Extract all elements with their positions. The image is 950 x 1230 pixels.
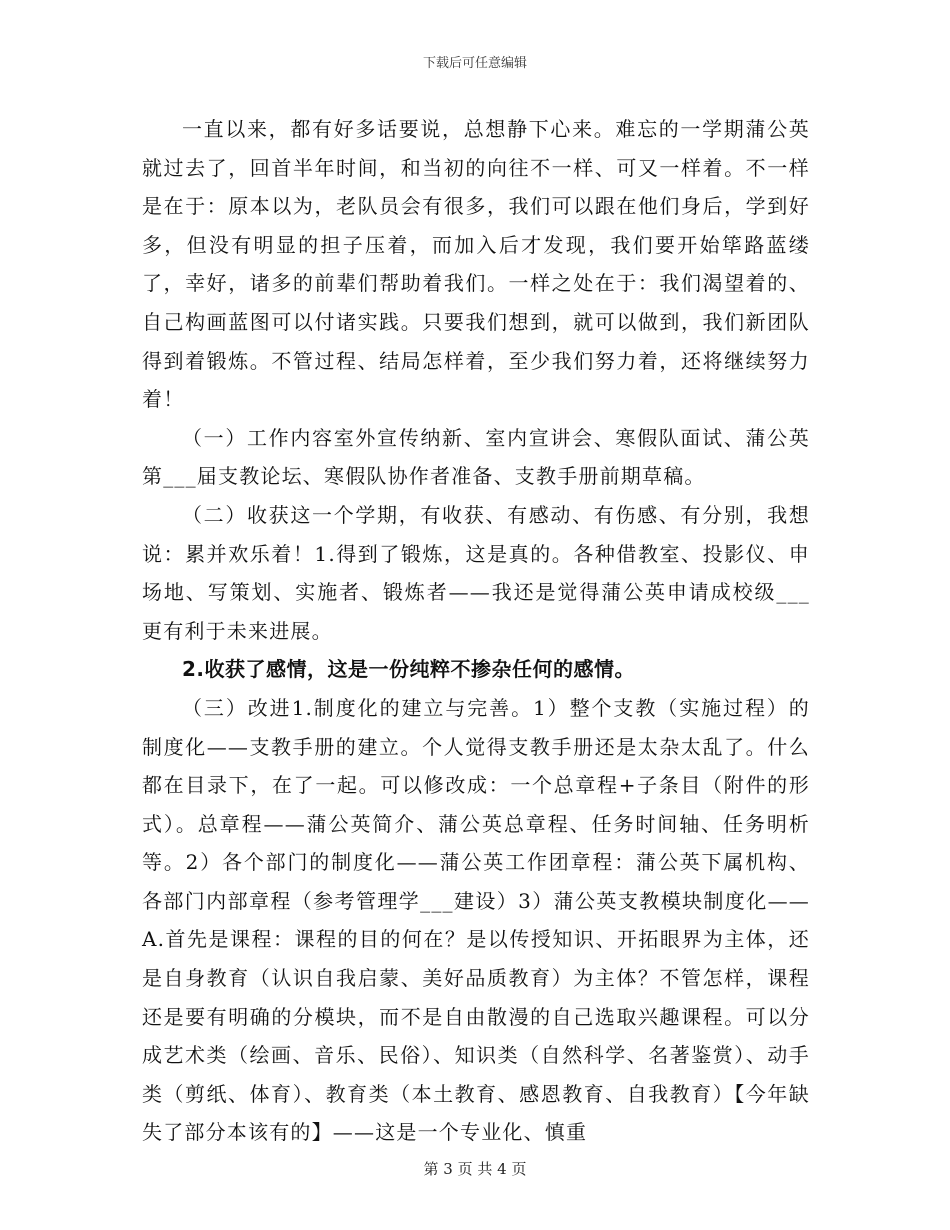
page-number-footer: 第 3 页 共 4 页 (423, 1160, 527, 1178)
document-body (142, 110, 810, 1152)
paragraph-intro: 一直以来，都有好多话要说，总想静下心来。难忘的一学期蒲公英就过去了，回首半年时间，和当初的向往不一样、可又一样着。不一样是在于：原本以为，老队员会有很多，我们可以跟在他们身后，学到好多，但没有明显的担子压着，而加入后才发现，我们要开始筚路蓝缕了，幸好，诸多的前辈们帮助着我们。一样之处在于：我们渴望着的、自己构画蓝图可以付诸实践。只要我们想到，就可以做到，我们新团队得到着锻炼。不管过程、结局怎样着，至少我们努力着，还将继续努力着！ (142, 117, 810, 412)
paragraph-work-content: （一）工作内容室外宣传纳新、室内宣讲会、寒假队面试、蒲公英第___届支教论坛、寒假队协作者准备、支教手册前期草稿。 (142, 425, 810, 489)
paragraph-gains: （二）收获这一个学期，有收获、有感动、有伤感、有分别，我想说：累并欢乐着！1.得到了锻炼，这是真的。各种借教室、投影仪、申场地、写策划、实施者、锻炼者——我还是觉得蒲公英申请成校级___更有利于未来进展。 (142, 502, 810, 643)
page-header: 下载后可任意编辑 (422, 56, 527, 71)
paragraph-gains-emotion: 2.收获了感情，这是一份纯粹不掺杂任何的感情。 (182, 657, 636, 682)
paragraph-improvements: （三）改进1.制度化的建立与完善。1）整个支教（实施过程）的制度化——支教手册的建立。个人觉得支教手册还是太杂太乱了。什么都在目录下，在了一起。可以修改成：一个总章程+子条目（附件的形式）。总章程——蒲公英简介、蒲公英总章程、任务时间轴、任务明析等。2）各个部门的制度化——蒲公英工作团章程：蒲公英下属机构、各部门内部章程（参考管理学___建设）3）蒲公英支教模块制度化——A.首先是课程：课程的目的何在？是以传授知识、开拓眼界为主体，还是自身教育（认识自我启蒙、美好品质教育）为主体？不管怎样，课程还是要有明确的分模块，而不是自由散漫的自己选取兴趣课程。可以分成艺术类（绘画、音乐、民俗）、知识类（自然科学、名著鉴赏）、动手类（剪纸、体育）、教育类（本土教育、感恩教育、自我教育）【今年缺失了部分本该有的】——这是一个专业化、慎重 (142, 695, 810, 1145)
